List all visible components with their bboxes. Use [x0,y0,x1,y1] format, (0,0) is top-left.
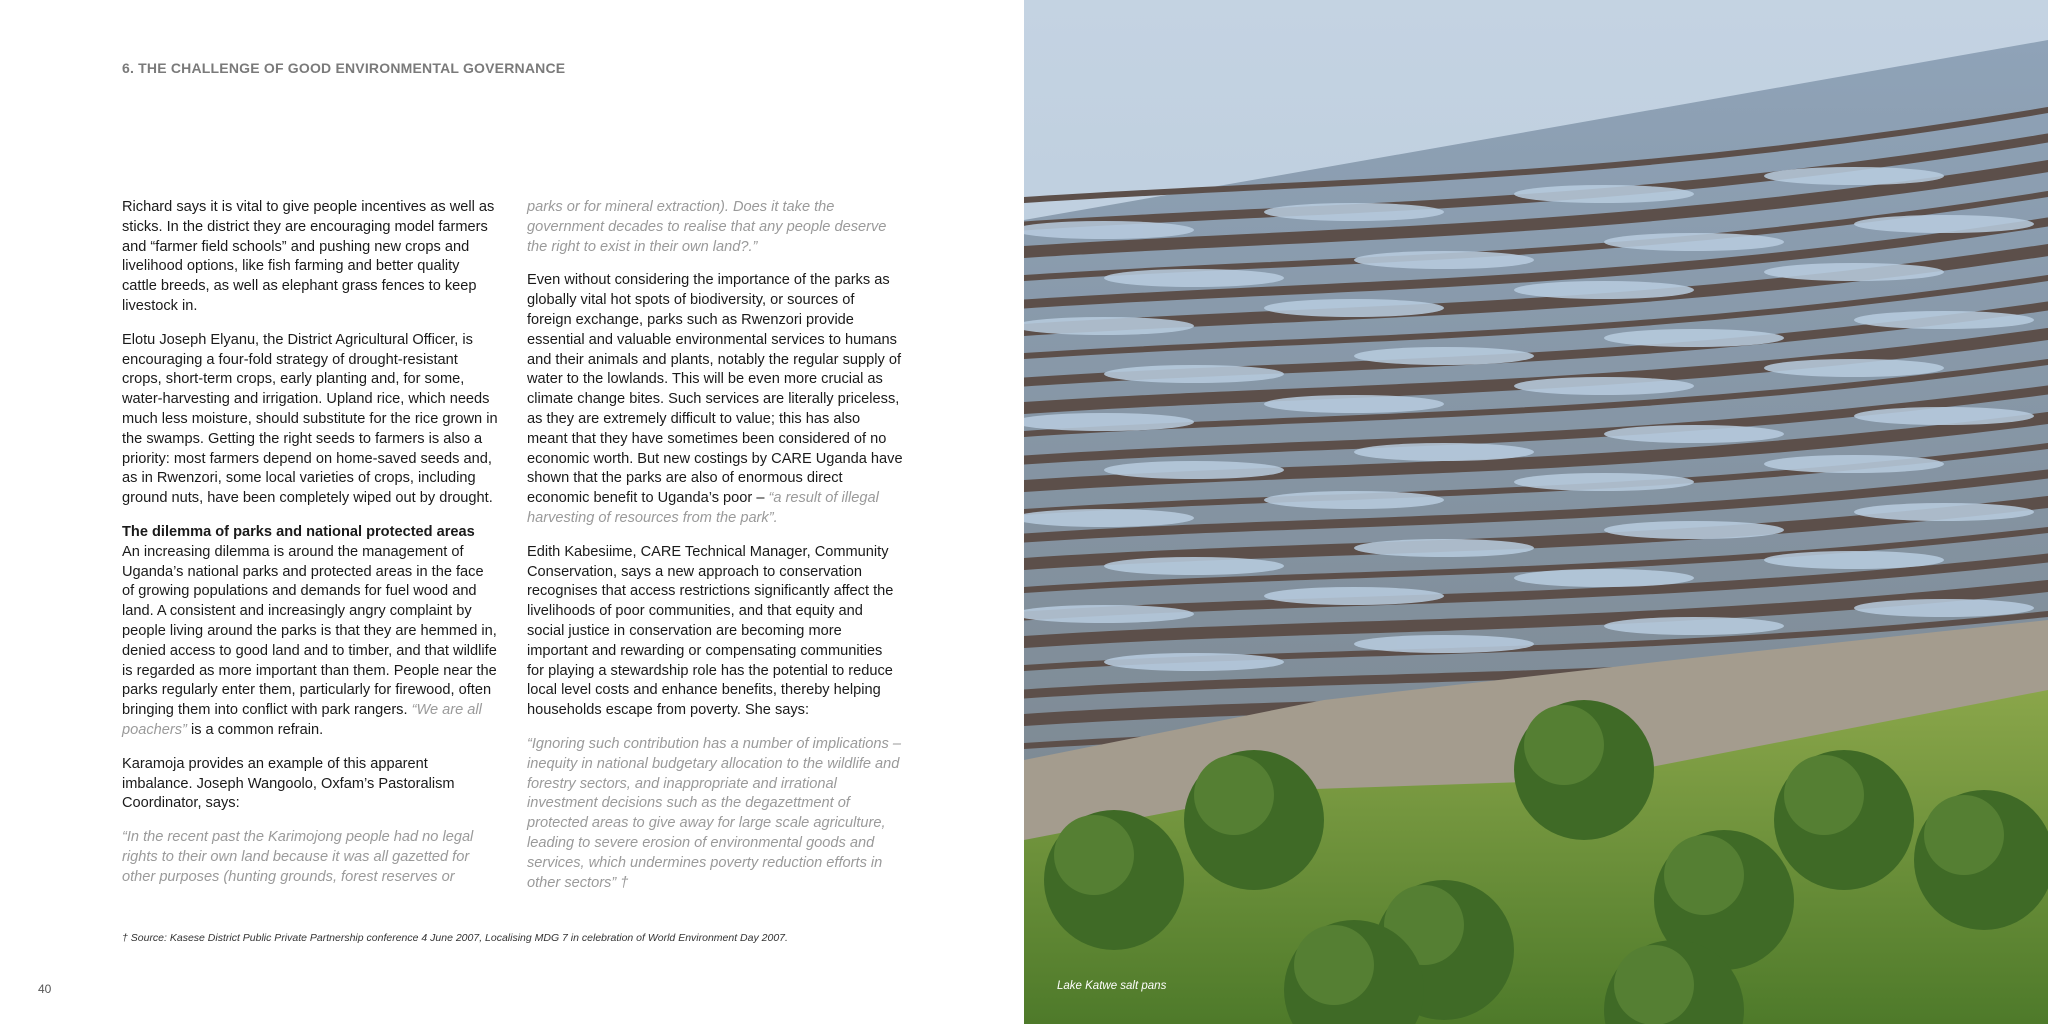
block-quote: “Ignoring such contribution has a number of implications – inequity in national budgetary allocation to the wildlife and forestry sectors, and inappropriate and irrational investment decisions such as the degazettment of protected areas to give away for large scale agriculture, leading to severe erosion of environmental goods and services, which undermines poverty reduction efforts in other sectors” † [527,735,901,891]
paragraph [122,523,498,741]
paragraph: Karamoja provides an example of this apparent imbalance. Joseph Wangoolo, Oxfam’s Pastoralism Coordinator, says: [122,755,455,812]
block-quote: “In the recent past the Karimojong people had no legal rights to their own land because it was all gazetted for other purposes (hunting grounds, forest reserves or [122,829,474,885]
paragraph [527,271,903,528]
footnote: † Source: Kasese District Public Private Partnership conference 4 June 2007, Localising MDG 7 in celebration of World Environment Day 2007. [122,932,788,944]
photo-caption: Lake Katwe salt pans [1057,980,1167,992]
page-number: 40 [38,982,52,996]
section-heading: 6. THE CHALLENGE OF GOOD ENVIRONMENTAL GOVERNANCE [122,60,566,76]
paragraph: Richard says it is vital to give people incentives as well as sticks. In the district they are encouraging model farmers and “farmer field schools” and pushing new crops and livelihood options, like fish farming and better quality cattle breeds, as well as elephant grass fences to keep livestock in. [122,199,495,314]
text-column-1 [122,198,498,902]
paragraph-text: Even without considering the importance of the parks as globally vital hot spots of biodiversity, or sources of foreign exchange, parks such as Rwenzori provide essential and valuable environmental services to humans and their animals and plants, notably the regular supply of water to the lowlands. This will be even more crucial as climate change bites. Such services are literally priceless, as they are extremely difficult to value; this has also meant that they have sometimes been considered of no economic worth. But new costings by CARE Uganda have shown that the parks are also of enormous direct economic benefit to Uganda’s poor – [527,272,903,507]
salt-pans-photo [1024,0,2048,1024]
paragraph: Elotu Joseph Elyanu, the District Agricultural Officer, is encouraging a four-fold strategy of drought-resistant crops, short-term crops, early planting and, for some, water-harvesting and irrigation. Upland rice, which needs much less moisture, should substitute for the rice grown in the swamps. Getting the right seeds to farmers is also a priority: most farmers depend on home-saved seeds and, as in Rwenzori, some local varieties of crops, including ground nuts, have been completely wiped out by drought. [122,331,498,507]
inline-quote: “We are all poachers” [122,702,482,738]
paragraph-text: An increasing dilemma is around the management of Uganda’s national parks and protected areas in the face of growing populations and demands for fuel wood and land. A consistent and increasingly angry complaint by people living around the parks is that they are hemmed in, denied access to good land and to timber, and that wildlife is regarded as more important than them. People near the parks regularly enter them, particularly for firewood, often bringing them into conflict with park rangers. [122,543,497,719]
subheading: The dilemma of parks and national protected areas [122,523,475,540]
paragraph-text: is a common refrain. [186,721,324,738]
photo-page [1024,0,2048,1024]
paragraph: Edith Kabesiime, CARE Technical Manager, Community Conservation, says a new approach to conservation recognises that access restrictions significantly affect the livelihoods of poor communities, and that equity and social justice in conservation are becoming more important and rewarding or compensating communities for playing a stewardship role has the potential to reduce local level costs and enhance benefits, thereby helping households escape from poverty. She says: [527,543,894,719]
text-column-2 [527,198,903,907]
inline-quote: “a result of illegal harvesting of resources from the park”. [527,490,879,526]
block-quote: parks or for mineral extraction). Does it take the government decades to realise that any people deserve the right to exist in their own land?.” [527,199,887,255]
